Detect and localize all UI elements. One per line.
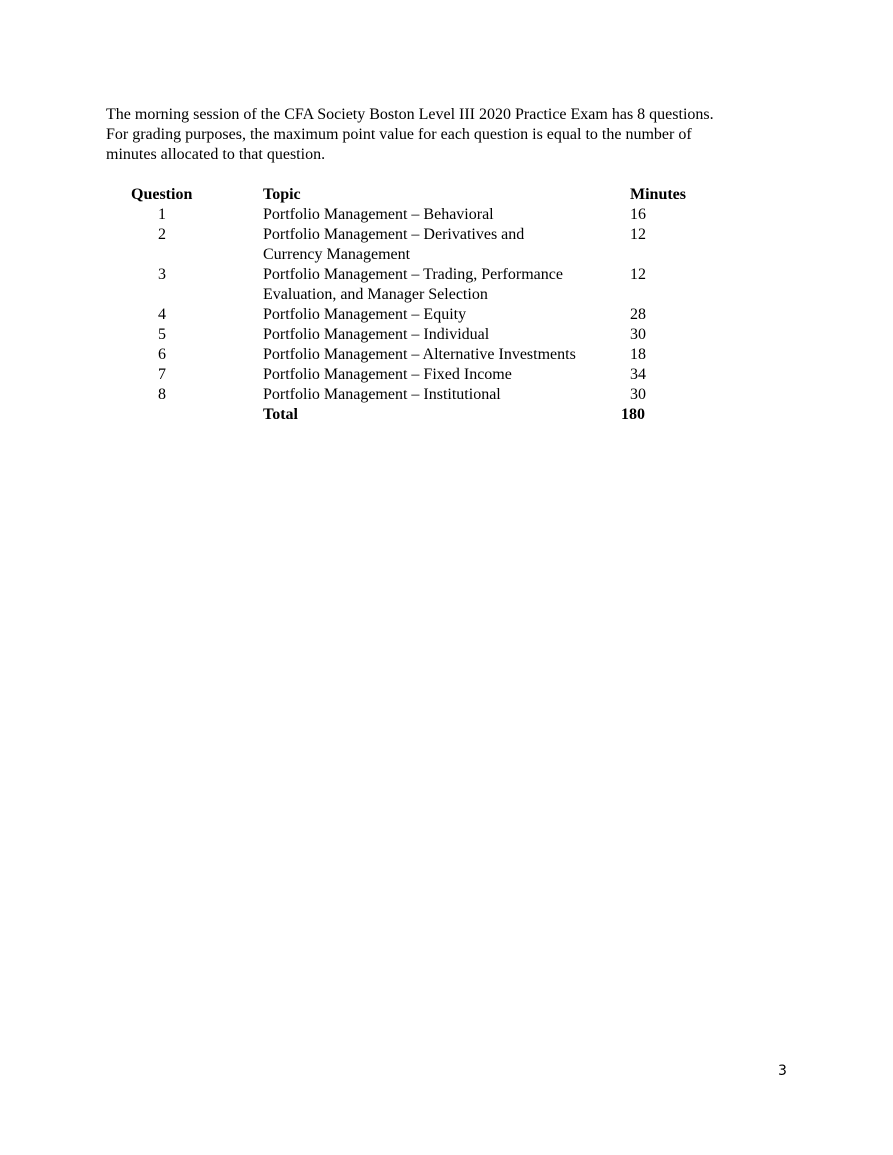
topic-line: Portfolio Management – Equity [263,306,467,323]
topic-line: Portfolio Management – Behavioral [263,206,494,223]
topic-cell [263,345,623,365]
minutes-cell: 18 [630,346,646,363]
minutes-cell: 30 [630,386,646,403]
total-minutes: 180 [621,406,645,423]
minutes-cell: 16 [630,206,646,223]
topic-column-header: Topic [263,186,301,203]
minutes-cell: 12 [630,266,646,283]
topic-line: Portfolio Management – Derivatives and [263,226,525,243]
topic-line: Currency Management [263,246,411,263]
question-number: 8 [158,386,166,403]
topic-cell [263,365,623,385]
question-number: 7 [158,366,166,383]
question-number: 1 [158,206,166,223]
topic-cell [263,205,623,225]
topic-cell [263,385,623,405]
topic-line: Portfolio Management – Trading, Performance [263,266,563,283]
total-label: Total [263,406,298,423]
topic-cell [263,225,623,265]
intro-line: For grading purposes, the maximum point value for each question is equal to the number of [106,126,692,143]
topic-cell [263,265,623,305]
question-number: 3 [158,266,166,283]
topic-cell [263,305,623,325]
intro-paragraph [106,105,806,165]
intro-line: minutes allocated to that question. [106,146,326,163]
question-number: 2 [158,226,166,243]
topic-line: Portfolio Management – Individual [263,326,490,343]
page-number: 3 [778,1063,787,1079]
topic-line: Evaluation, and Manager Selection [263,286,488,303]
minutes-column-header: Minutes [630,186,686,203]
topic-cell [263,325,623,345]
question-number: 5 [158,326,166,343]
question-number: 4 [158,306,166,323]
topic-line: Portfolio Management – Institutional [263,386,501,403]
minutes-cell: 12 [630,226,646,243]
minutes-cell: 30 [630,326,646,343]
intro-line: The morning session of the CFA Society Boston Level III 2020 Practice Exam has 8 questions. [106,106,714,123]
topic-line: Portfolio Management – Fixed Income [263,366,512,383]
question-number: 6 [158,346,166,363]
minutes-cell: 34 [630,366,646,383]
question-column-header: Question [131,186,193,203]
minutes-cell: 28 [630,306,646,323]
topic-line: Portfolio Management – Alternative Investments [263,346,576,363]
